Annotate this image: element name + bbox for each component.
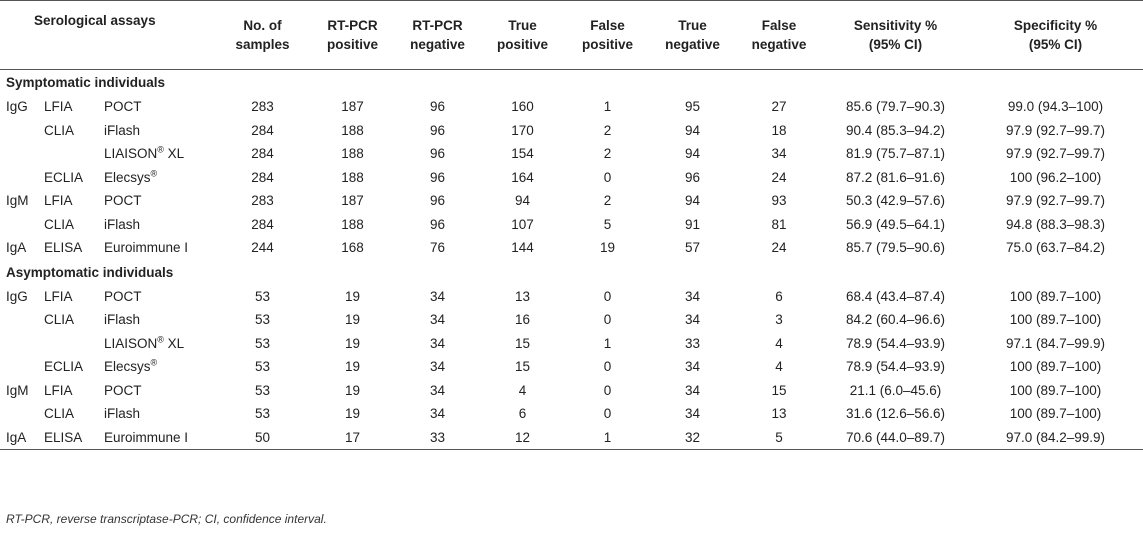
cell-value: 97.9 (92.7–99.7) <box>1005 193 1106 209</box>
assay-name: POCT <box>104 288 142 304</box>
cell-value: 53 <box>254 335 271 351</box>
cell-value: 34 <box>429 382 446 398</box>
table-row <box>0 213 1143 237</box>
cell-assay <box>102 379 215 403</box>
cell-value: 34 <box>429 335 446 351</box>
cell-ig: IgA <box>6 429 27 445</box>
header-text: negative <box>410 37 465 52</box>
header-col-4 <box>565 1 650 70</box>
cell-value: 284 <box>251 169 274 185</box>
cell-assay <box>102 332 215 356</box>
table-row <box>0 402 1143 426</box>
cell-value: 27 <box>771 99 787 115</box>
header-col-6 <box>735 1 823 70</box>
header-col-0 <box>215 1 310 70</box>
header-text: Sensitivity % <box>853 18 938 33</box>
cell-ig: IgM <box>6 193 29 209</box>
cell-value: 164 <box>511 169 534 185</box>
cell-value: 50.3 (42.9–57.6) <box>845 193 946 209</box>
cell-value: 107 <box>511 216 534 232</box>
cell-value: 97.9 (92.7–99.7) <box>1005 122 1106 138</box>
cell-assay <box>102 166 215 190</box>
cell-value: 94 <box>684 193 701 209</box>
assay-name: POCT <box>104 382 142 398</box>
section-title: Symptomatic individuals <box>6 75 166 90</box>
cell-value: 34 <box>429 288 446 304</box>
cell-value: 16 <box>514 312 531 328</box>
cell-ig: IgA <box>6 240 27 256</box>
header-text: Specificity % <box>1013 18 1098 33</box>
assay-name: Euroimmune I <box>104 240 189 256</box>
cell-value: 56.9 (49.5–64.1) <box>845 216 946 232</box>
assay-name: Euroimmune I <box>104 429 189 445</box>
cell-value: 34 <box>429 312 446 328</box>
registered-mark: ® <box>150 168 158 179</box>
cell-value: 53 <box>254 288 271 304</box>
table-row <box>0 119 1143 143</box>
cell-value: 57 <box>684 240 701 256</box>
cell-value: 144 <box>511 240 534 256</box>
cell-value: 283 <box>251 99 274 115</box>
cell-ig <box>0 332 42 356</box>
cell-value: 1 <box>603 429 612 445</box>
table-row <box>0 166 1143 190</box>
cell-value: 87.2 (81.6–91.6) <box>845 169 946 185</box>
cell-value: 31.6 (12.6–56.6) <box>845 406 946 422</box>
cell-value: 12 <box>514 429 531 445</box>
cell-value: 13 <box>514 288 531 304</box>
cell-value: 85.7 (79.5–90.6) <box>845 240 946 256</box>
cell-value: 94 <box>514 193 531 209</box>
header-text: negative <box>665 37 720 52</box>
cell-value: 19 <box>599 240 616 256</box>
table-row <box>0 95 1143 119</box>
cell-value: 34 <box>429 359 446 375</box>
cell-value: 0 <box>603 169 612 185</box>
cell-value: 84.2 (60.4–96.6) <box>845 312 946 328</box>
cell-assay <box>102 189 215 213</box>
registered-mark: ® <box>150 357 158 368</box>
cell-value: 154 <box>511 146 534 162</box>
table-row <box>0 236 1143 260</box>
assay-suffix: XL <box>163 335 185 351</box>
cell-value: 85.6 (79.7–90.3) <box>845 99 946 115</box>
cell-value: 0 <box>603 382 612 398</box>
section-header <box>0 70 1143 96</box>
cell-ig <box>0 119 42 143</box>
cell-value: 6 <box>775 288 783 304</box>
assay-name: Elecsys <box>104 359 151 375</box>
cell-assay <box>102 95 215 119</box>
cell-value: 34 <box>771 146 787 162</box>
cell-value: 90.4 (85.3–94.2) <box>845 122 946 138</box>
table-body <box>0 70 1143 450</box>
assay-name: iFlash <box>104 216 141 232</box>
cell-value: 244 <box>251 240 274 256</box>
cell-value: 96 <box>684 169 701 185</box>
cell-value: 96 <box>429 146 446 162</box>
cell-value: 5 <box>775 429 783 445</box>
cell-method: ELISA <box>44 429 83 445</box>
cell-assay <box>102 426 215 450</box>
cell-value: 283 <box>251 193 274 209</box>
cell-ig: IgG <box>6 288 28 304</box>
cell-value: 18 <box>771 122 787 138</box>
cell-value: 19 <box>344 288 361 304</box>
cell-value: 0 <box>603 359 612 375</box>
cell-value: 1 <box>603 99 612 115</box>
cell-value: 81 <box>771 216 787 232</box>
assay-name: iFlash <box>104 122 141 138</box>
footnote: RT-PCR, reverse transcriptase-PCR; CI, confidence interval. <box>6 512 327 526</box>
cell-method <box>42 332 102 356</box>
cell-assay <box>102 355 215 379</box>
header-text: True <box>508 18 537 33</box>
header-col-7 <box>823 1 968 70</box>
cell-value: 96 <box>429 216 446 232</box>
assay-name: iFlash <box>104 406 141 422</box>
header-row <box>0 1 1143 70</box>
header-text: positive <box>581 37 633 52</box>
cell-value: 284 <box>251 146 274 162</box>
cell-value: 76 <box>429 240 446 256</box>
cell-value: 97.9 (92.7–99.7) <box>1005 146 1106 162</box>
cell-value: 53 <box>254 359 271 375</box>
header-text: No. of <box>243 18 282 33</box>
cell-value: 6 <box>518 406 527 422</box>
cell-value: 5 <box>603 216 612 232</box>
cell-value: 19 <box>344 406 361 422</box>
header-text: positive <box>326 37 378 52</box>
cell-method: ECLIA <box>44 169 84 185</box>
cell-value: 284 <box>251 122 274 138</box>
registered-mark: ® <box>157 334 164 345</box>
cell-value: 15 <box>514 335 531 351</box>
cell-assay <box>102 308 215 332</box>
cell-value: 100 (96.2–100) <box>1009 169 1102 185</box>
cell-value: 34 <box>684 288 701 304</box>
cell-assay <box>102 236 215 260</box>
header-text: False <box>590 18 625 33</box>
cell-value: 168 <box>341 240 364 256</box>
cell-value: 24 <box>771 240 787 256</box>
table-row <box>0 355 1143 379</box>
cell-value: 75.0 (63.7–84.2) <box>1005 240 1106 256</box>
assay-suffix: XL <box>163 146 185 162</box>
cell-value: 93 <box>771 193 787 209</box>
header-col-3 <box>480 1 565 70</box>
cell-method: LFIA <box>44 99 73 115</box>
cell-ig <box>0 355 42 379</box>
cell-assay <box>102 285 215 309</box>
cell-value: 100 (89.7–100) <box>1009 382 1102 398</box>
cell-value: 100 (89.7–100) <box>1009 406 1102 422</box>
cell-value: 100 (89.7–100) <box>1009 288 1102 304</box>
cell-method: LFIA <box>44 193 73 209</box>
cell-value: 19 <box>344 359 361 375</box>
table-row <box>0 142 1143 166</box>
cell-ig: IgM <box>6 382 29 398</box>
cell-value: 34 <box>429 406 446 422</box>
cell-ig: IgG <box>6 99 28 115</box>
cell-value: 68.4 (43.4–87.4) <box>845 288 946 304</box>
header-text: (95% CI) <box>868 37 923 52</box>
cell-value: 96 <box>429 99 446 115</box>
cell-value: 97.1 (84.7–99.9) <box>1005 335 1106 351</box>
cell-value: 187 <box>341 99 364 115</box>
cell-value: 100 (89.7–100) <box>1009 312 1102 328</box>
cell-value: 34 <box>684 382 701 398</box>
cell-value: 160 <box>511 99 534 115</box>
cell-value: 50 <box>254 429 271 445</box>
cell-value: 2 <box>603 122 612 138</box>
cell-method: LFIA <box>44 382 73 398</box>
cell-value: 4 <box>775 335 783 351</box>
cell-value: 100 (89.7–100) <box>1009 359 1102 375</box>
section-header <box>0 260 1143 285</box>
cell-value: 2 <box>603 146 612 162</box>
cell-value: 170 <box>511 122 534 138</box>
cell-ig <box>0 308 42 332</box>
cell-value: 2 <box>603 193 612 209</box>
cell-value: 94 <box>684 122 701 138</box>
cell-value: 15 <box>771 382 787 398</box>
cell-value: 19 <box>344 382 361 398</box>
cell-method: LFIA <box>44 288 73 304</box>
cell-value: 78.9 (54.4–93.9) <box>845 359 946 375</box>
assay-name: Elecsys <box>104 169 151 185</box>
header-col-1 <box>310 1 395 70</box>
header-text: RT-PCR <box>412 18 463 33</box>
header-col-2 <box>395 1 480 70</box>
cell-value: 188 <box>341 122 364 138</box>
cell-value: 33 <box>684 335 701 351</box>
cell-value: 284 <box>251 216 274 232</box>
cell-value: 17 <box>344 429 361 445</box>
cell-value: 4 <box>775 359 783 375</box>
cell-ig <box>0 166 42 190</box>
table-row <box>0 308 1143 332</box>
header-text: samples <box>235 37 290 52</box>
cell-ig <box>0 402 42 426</box>
cell-value: 15 <box>514 359 531 375</box>
cell-value: 34 <box>684 312 701 328</box>
cell-method <box>42 142 102 166</box>
cell-method: ECLIA <box>44 359 84 375</box>
cell-value: 96 <box>429 122 446 138</box>
cell-value: 94 <box>684 146 701 162</box>
registered-mark: ® <box>157 144 164 155</box>
cell-value: 97.0 (84.2–99.9) <box>1005 429 1106 445</box>
header-text: negative <box>751 37 807 52</box>
section-title: Asymptomatic individuals <box>6 264 174 280</box>
cell-value: 13 <box>771 406 787 422</box>
cell-value: 33 <box>429 429 446 445</box>
cell-value: 32 <box>684 429 701 445</box>
cell-value: 81.9 (75.7–87.1) <box>845 146 946 162</box>
cell-value: 24 <box>771 169 787 185</box>
table-row <box>0 285 1143 309</box>
cell-value: 53 <box>254 382 271 398</box>
cell-value: 0 <box>603 406 612 422</box>
cell-value: 188 <box>341 169 364 185</box>
cell-value: 19 <box>344 312 361 328</box>
cell-value: 3 <box>775 312 783 328</box>
cell-value: 187 <box>341 193 364 209</box>
assay-name: LIAISON <box>104 335 158 351</box>
header-text: RT-PCR <box>327 18 378 33</box>
cell-ig <box>0 213 42 237</box>
cell-method: CLIA <box>44 312 75 328</box>
table-row <box>0 379 1143 403</box>
header-serological-assays: Serological assays <box>34 13 156 28</box>
cell-value: 1 <box>603 335 612 351</box>
cell-value: 99.0 (94.3–100) <box>1007 99 1104 115</box>
cell-assay <box>102 402 215 426</box>
cell-method: CLIA <box>44 216 75 232</box>
cell-value: 95 <box>684 99 701 115</box>
cell-value: 53 <box>254 312 271 328</box>
cell-assay <box>102 213 215 237</box>
cell-method: ELISA <box>44 240 83 256</box>
cell-assay <box>102 119 215 143</box>
table-row <box>0 332 1143 356</box>
cell-value: 0 <box>603 288 612 304</box>
cell-method: CLIA <box>44 406 75 422</box>
header-col-5 <box>650 1 735 70</box>
table-row <box>0 189 1143 213</box>
cell-value: 53 <box>254 406 271 422</box>
cell-value: 96 <box>429 193 446 209</box>
header-text: (95% CI) <box>1028 37 1083 52</box>
table-row <box>0 426 1143 450</box>
assay-name: iFlash <box>104 312 141 328</box>
assay-name: POCT <box>104 193 142 209</box>
cell-value: 34 <box>684 406 701 422</box>
cell-value: 91 <box>684 216 701 232</box>
assay-name: POCT <box>104 99 142 115</box>
cell-value: 34 <box>684 359 701 375</box>
cell-value: 96 <box>429 169 446 185</box>
cell-value: 70.6 (44.0–89.7) <box>845 429 946 445</box>
cell-value: 21.1 (6.0–45.6) <box>849 382 942 398</box>
header-col-8 <box>968 1 1143 70</box>
cell-value: 188 <box>341 216 364 232</box>
assay-name: LIAISON <box>104 146 158 162</box>
header-text: positive <box>496 37 548 52</box>
cell-ig <box>0 142 42 166</box>
cell-value: 188 <box>341 146 364 162</box>
cell-value: 19 <box>344 335 361 351</box>
cell-method: CLIA <box>44 122 75 138</box>
cell-value: 4 <box>518 382 527 398</box>
header-text: True <box>678 18 707 33</box>
cell-value: 94.8 (88.3–98.3) <box>1005 216 1106 232</box>
cell-assay <box>102 142 215 166</box>
cell-value: 0 <box>603 312 612 328</box>
header-text: False <box>761 18 797 33</box>
cell-value: 78.9 (54.4–93.9) <box>845 335 946 351</box>
